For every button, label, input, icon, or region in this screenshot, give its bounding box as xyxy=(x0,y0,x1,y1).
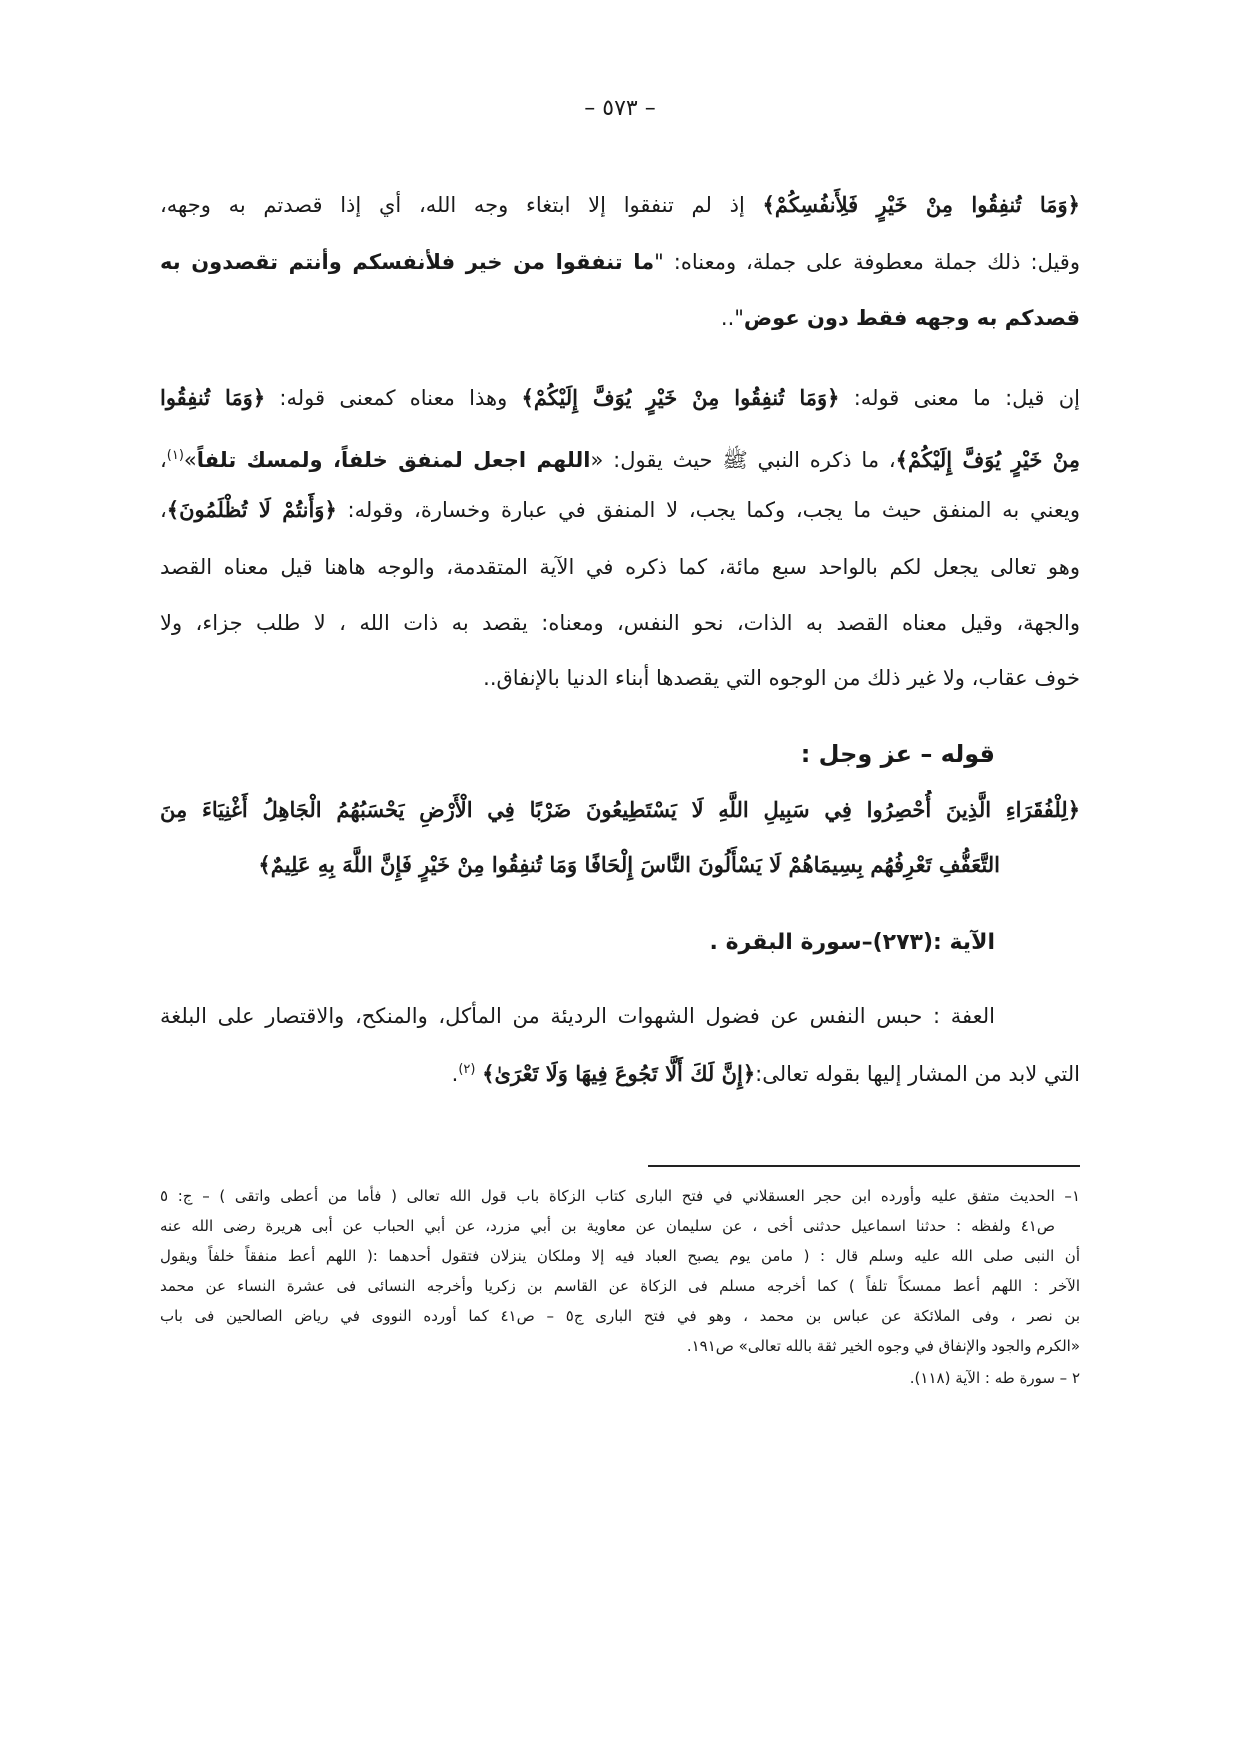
para2-line2 xyxy=(160,436,1080,480)
body-text: وهذا معناه كمعنى قوله: xyxy=(265,386,522,410)
footnote-2: ٢ – سورة طه : الآية (١١٨). xyxy=(909,1369,1080,1387)
quran-quote: ﴿وَأَنتُمْ لَا تُظْلَمُونَ﴾ xyxy=(166,497,337,522)
body-text: . xyxy=(451,1062,459,1086)
body-text: ، xyxy=(160,498,167,522)
ayah-reference: الآية :(٢٧٣)–سورة البقرة . xyxy=(709,930,995,955)
para2-line6: خوف عقاب، ولا غير ذلك من الوجوه التي يقصدها أبناء الدنيا بالإنفاق.. xyxy=(483,666,1080,690)
para2-line3 xyxy=(160,490,1080,534)
footnote-1-line5: بن نصر ، وفى الملائكة عن عباس بن محمد ، وهو في فتح البارى ج٥ – ص٤١ كما أورده النووى في رياض الصالحين فى باب xyxy=(160,1307,1080,1325)
quran-quote: ﴿إِنَّ لَكَ أَلَّا تَجُوعَ فِيهَا وَلَا تَعْرَىٰ﴾ xyxy=(482,1061,756,1086)
para1-line2 xyxy=(160,242,1080,286)
footnote-1-line1: ١– الحديث متفق عليه وأورده ابن حجر العسقلاني في فتح البارى كتاب الزكاة باب قول الله تعالى ( فأما من أعطى واتقى ) – ج: ٥ xyxy=(160,1187,1080,1205)
para2-line1 xyxy=(160,378,1080,422)
quran-quote: ﴿وَمَا تُنفِقُوا مِنْ خَيْرٍ فَلِأَنفُسِكُمْ﴾ xyxy=(762,192,1080,217)
body-text: التي لابد من المشار إليها بقوله تعالى: xyxy=(755,1062,1080,1086)
quran-quote: ﴿وَمَا تُنفِقُوا xyxy=(160,385,266,410)
para3-line1: العفة : حبس النفس عن فضول الشهوات الرديئة من المأكل، والمنكح، والاقتصار على البلغة xyxy=(160,1004,995,1028)
page-number: – ٥٧٣ – xyxy=(584,96,656,121)
footnote-1-line2: ص٤١ ولفظه : حدثنا اسماعيل حدثنى أخى ، عن سليمان عن معاوية بن أبي مزرد، عن أبي الحباب عن أبى هريرة رضى الله عنه xyxy=(160,1217,1055,1235)
para2-line5: والجهة، وقيل معناه القصد به الذات، نحو النفس، ومعناه: يقصد به ذات الله ، لا طلب جزاء، ولا xyxy=(160,611,1080,635)
footnote-separator xyxy=(648,1165,1080,1167)
para3-line2 xyxy=(160,1050,1080,1094)
body-text: » xyxy=(183,448,197,472)
bold-text: ما تنفقوا من خير فلأنفسكم وأنتم تقصدون به xyxy=(160,250,655,274)
body-text: ، xyxy=(160,448,167,472)
body-text: ويعني به المنفق حيث ما يجب، وكما يجب، لا المنفق في عبارة وخسارة، وقوله: xyxy=(336,498,1080,522)
verse-heading: قوله – عز وجل : xyxy=(800,740,995,768)
quran-verse: ﴿لِلْفُقَرَاءِ الَّذِينَ أُحْصِرُوا فِي سَبِيلِ اللَّهِ لَا يَسْتَطِيعُونَ ضَرْبًا فِي الْأَرْضِ يَحْسَبُهُمُ الْجَاهِلُ أَغْنِيَاءَ مِنَ xyxy=(160,797,1080,822)
footnote-1-line3: أن النبى صلى الله عليه وسلم قال : ( مامن يوم يصبح العباد فيه إلا وملكان ينزلان فتقول أحدهما :( اللهم أعط منفقاً خلفاً ويقول xyxy=(160,1247,1080,1265)
body-text: ".. xyxy=(720,306,744,330)
verse-line2 xyxy=(160,845,1000,889)
footnote-1-line6: «الكرم والجود والإنفاق في وجوه الخير ثقة بالله تعالى» ص١٩١. xyxy=(686,1337,1080,1355)
body-text: ، ما ذكره النبي ﷺ حيث يقول: « xyxy=(590,448,896,472)
bold-text: قصدكم به وجهه فقط دون عوض xyxy=(743,306,1080,330)
footnote-ref-2[interactable]: (٢) xyxy=(458,1062,476,1077)
quran-quote: ﴿وَمَا تُنفِقُوا مِنْ خَيْرٍ يُوَفَّ إِلَيْكُمْ﴾ xyxy=(521,385,840,410)
hadith-text: اللهم اجعل لمنفق خلفاً، ولمسك تلفاً xyxy=(196,448,591,472)
quran-quote: مِنْ خَيْرٍ يُوَفَّ إِلَيْكُمْ﴾ xyxy=(895,447,1080,472)
para1-line1 xyxy=(160,185,1080,229)
para1-line3 xyxy=(160,298,1080,342)
footnote-ref-1[interactable]: (١) xyxy=(166,448,184,463)
body-text: إن قيل: ما معنى قوله: xyxy=(839,386,1080,410)
body-text: وقيل: ذلك جملة معطوفة على جملة، ومعناه: " xyxy=(654,250,1080,274)
para2-line4: وهو تعالى يجعل لكم بالواحد سبع مائة، كما ذكره في الآية المتقدمة، والوجه هاهنا قيل معناه القصد xyxy=(160,555,1080,579)
quran-verse: التَّعَفُّفِ تَعْرِفُهُم بِسِيمَاهُمْ لَا يَسْأَلُونَ النَّاسَ إِلْحَافًا وَمَا تُنفِقُوا مِنْ خَيْرٍ فَإِنَّ اللَّهَ بِهِ عَلِيمٌ﴾ xyxy=(258,852,1000,877)
body-text: إذ لم تنفقوا إلا ابتغاء وجه الله، أي إذا قصدتم به وجهه، xyxy=(160,193,763,217)
footnote-1-line4: الآخر : اللهم أعط ممسكاً تلفاً ) كما أخرجه مسلم فى الزكاة عن القاسم بن زكريا وأخرجه النسائى فى عشرة النساء عن محمد xyxy=(160,1277,1080,1295)
verse-line1 xyxy=(160,790,1080,834)
